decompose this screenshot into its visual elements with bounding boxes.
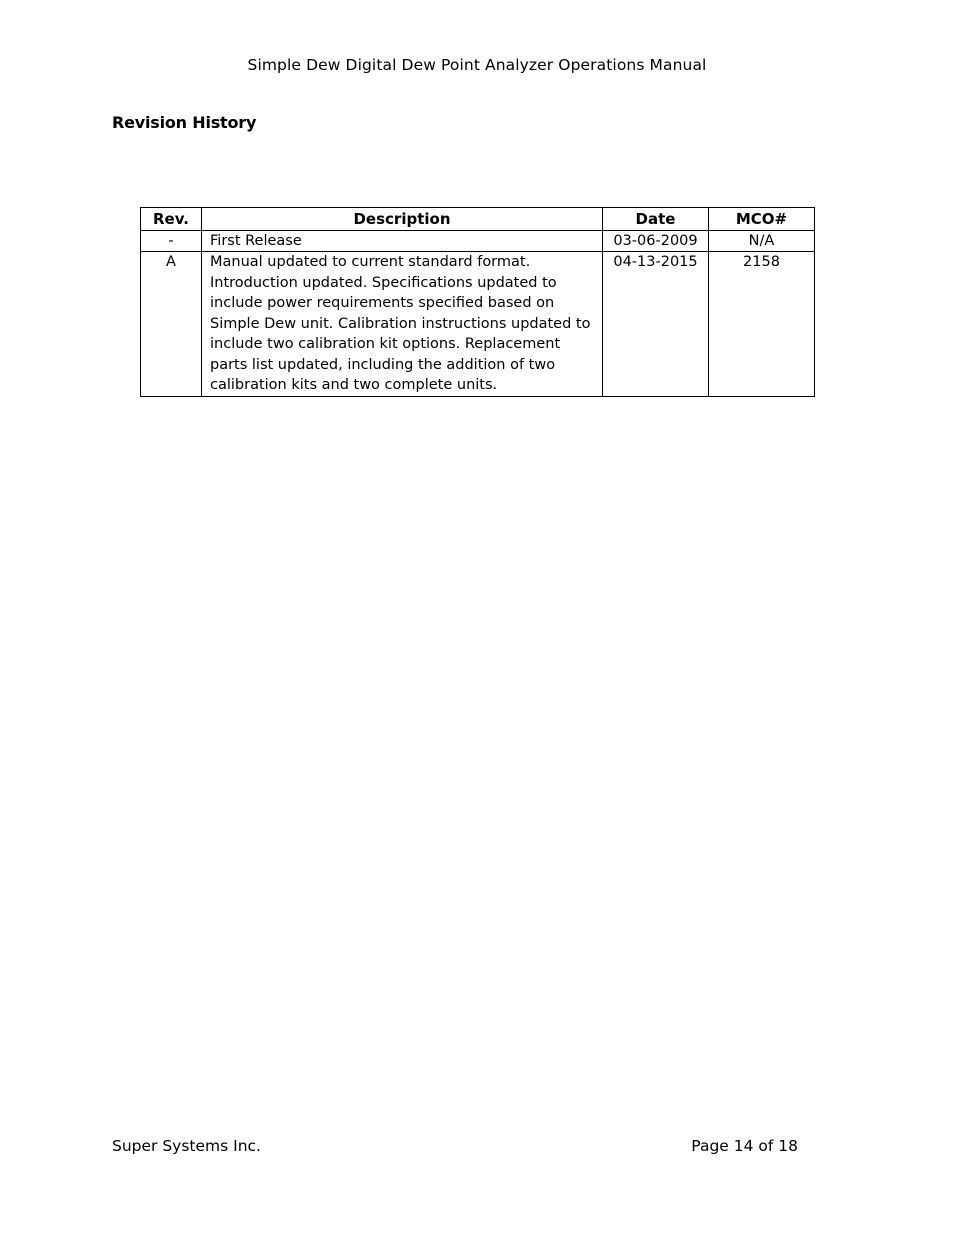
cell-rev: A [141, 252, 202, 397]
footer-company: Super Systems Inc. [112, 1137, 261, 1155]
cell-date: 04-13-2015 [603, 252, 709, 397]
cell-rev: - [141, 230, 202, 252]
table-row [141, 252, 815, 397]
page-header-title: Simple Dew Digital Dew Point Analyzer Operations Manual [247, 56, 707, 74]
cell-description: First Release [202, 230, 603, 252]
column-header-date: Date [603, 208, 709, 231]
footer-page-number: Page 14 of 18 [691, 1137, 798, 1155]
cell-mco: N/A [709, 230, 815, 252]
revision-history-table [140, 207, 815, 397]
table-row [141, 230, 815, 252]
column-header-mco: MCO# [709, 208, 815, 231]
cell-description: Manual updated to current standard format. Introduction updated. Specifications updated to include power requirements specified based on Simple Dew unit. Calibration instructions updated to include two calibration kit options. Replacement parts list updated, including the addition of two calibration kits and two complete units. [202, 252, 603, 397]
section-heading: Revision History [112, 113, 257, 132]
column-header-description: Description [202, 208, 603, 231]
table-header-row [141, 208, 815, 231]
column-header-rev: Rev. [141, 208, 202, 231]
cell-date: 03-06-2009 [603, 230, 709, 252]
cell-mco: 2158 [709, 252, 815, 397]
